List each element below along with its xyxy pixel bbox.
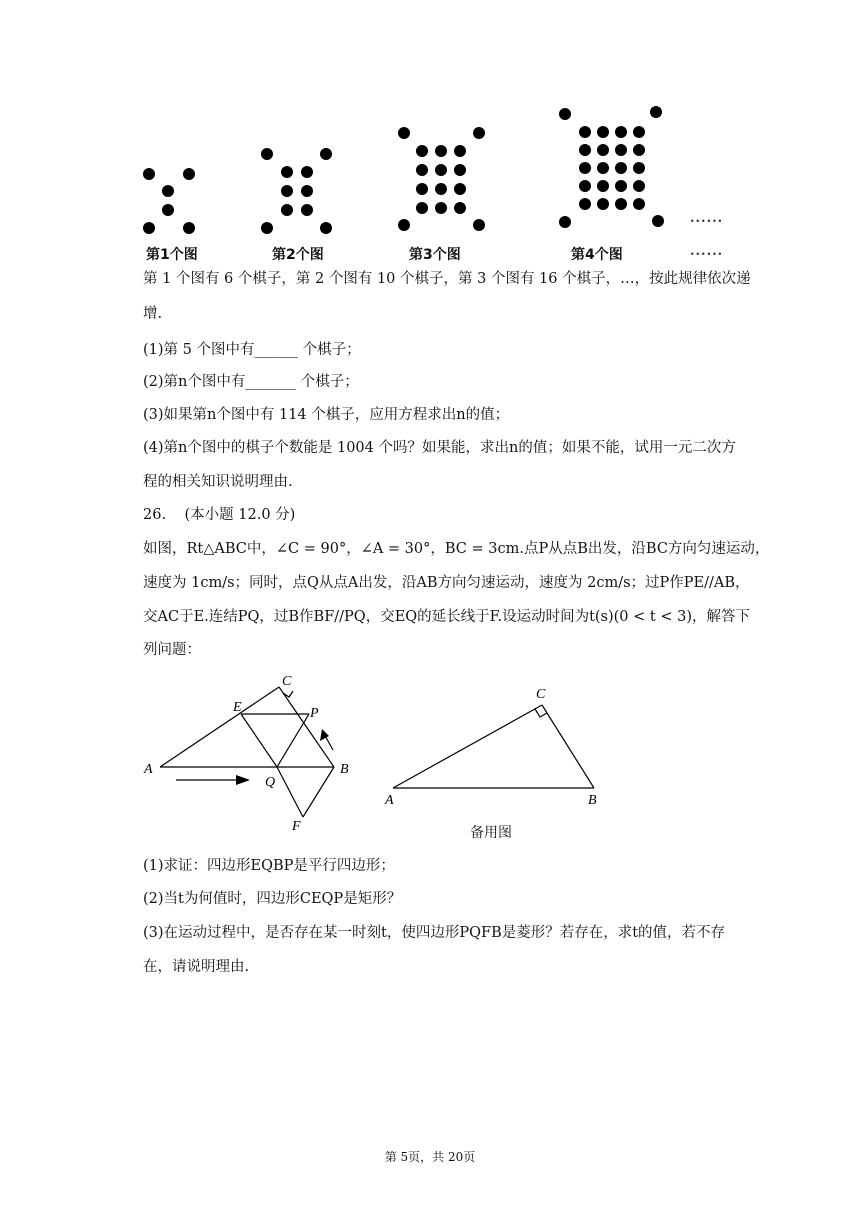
- problem25-question-1: (1)第 5 个图中有______ 个棋子；: [143, 342, 361, 358]
- caption-figure-4: 第4个图: [571, 247, 623, 263]
- problem26-text-line4: 列问题：: [143, 642, 201, 658]
- problem25-question-4-line1: (4)第n个图中的棋子个数能是 1004 个吗？如果能，求出n的值；如果不能，试用一元二次方: [143, 440, 736, 456]
- label-B: B: [340, 762, 349, 777]
- label-Q: Q: [265, 775, 276, 790]
- spare-figure-caption: 备用图: [470, 825, 512, 841]
- problem25-question-2: (2)第n个图中有_______ 个棋子；: [143, 374, 359, 390]
- label-P: P: [310, 706, 319, 721]
- problem25-intro-line1: 第 1 个图有 6 个棋子，第 2 个图有 10 个棋子，第 3 个图有 16 个棋子，…，按此规律依次递: [143, 271, 751, 287]
- problem25-intro-line2: 增.: [143, 306, 163, 322]
- label-A: A: [144, 762, 153, 777]
- problem26-question-3-line2: 在，请说明理由.: [143, 959, 250, 975]
- label-E: E: [233, 700, 242, 715]
- spare-label-A: A: [385, 793, 394, 808]
- problem26-text-line3: 交AC于E.连结PQ，过B作BF//PQ，交EQ的延长线于F.设运动时间为t(s)(0 < t < 3)，解答下: [143, 609, 750, 625]
- label-C: C: [282, 674, 292, 689]
- geometry-figure-spare: [375, 680, 615, 815]
- ellipsis-top: ......: [690, 211, 724, 226]
- problem26-question-2: (2)当t为何值时，四边形CEQP是矩形？: [143, 891, 402, 907]
- caption-figure-2: 第2个图: [272, 247, 324, 263]
- problem25-question-4-line2: 程的相关知识说明理由.: [143, 474, 293, 490]
- caption-figure-3: 第3个图: [409, 247, 461, 263]
- caption-figure-1: 第1个图: [146, 247, 198, 263]
- problem26-question-1: (1)求证：四边形EQBP是平行四边形；: [143, 858, 395, 874]
- chess-pattern-figure: [130, 95, 730, 240]
- problem26-header: 26. (本小题 12.0 分): [143, 507, 296, 523]
- ellipsis-bottom: ......: [690, 244, 724, 259]
- problem26-text-line2: 速度为 1cm/s；同时，点Q从点A出发，沿AB方向匀速运动，速度为 2cm/s；过P作PE//AB，: [143, 575, 750, 591]
- geometry-figure-main: [130, 665, 370, 840]
- problem26-question-3-line1: (3)在运动过程中，是否存在某一时刻t，使四边形PQFB是菱形？若存在，求t的值，若不存: [143, 925, 726, 941]
- spare-label-C: C: [536, 687, 546, 702]
- problem26-text-line1: 如图，Rt△ABC中，∠C = 90°，∠A = 30°，BC = 3cm.点P从点B出发，沿BC方向匀速运动，: [143, 541, 770, 557]
- page-footer: 第 5页，共 20页: [384, 1150, 476, 1164]
- spare-label-B: B: [588, 793, 597, 808]
- label-F: F: [292, 819, 301, 834]
- problem25-question-3: (3)如果第n个图中有 114 个棋子，应用方程求出n的值；: [143, 407, 510, 423]
